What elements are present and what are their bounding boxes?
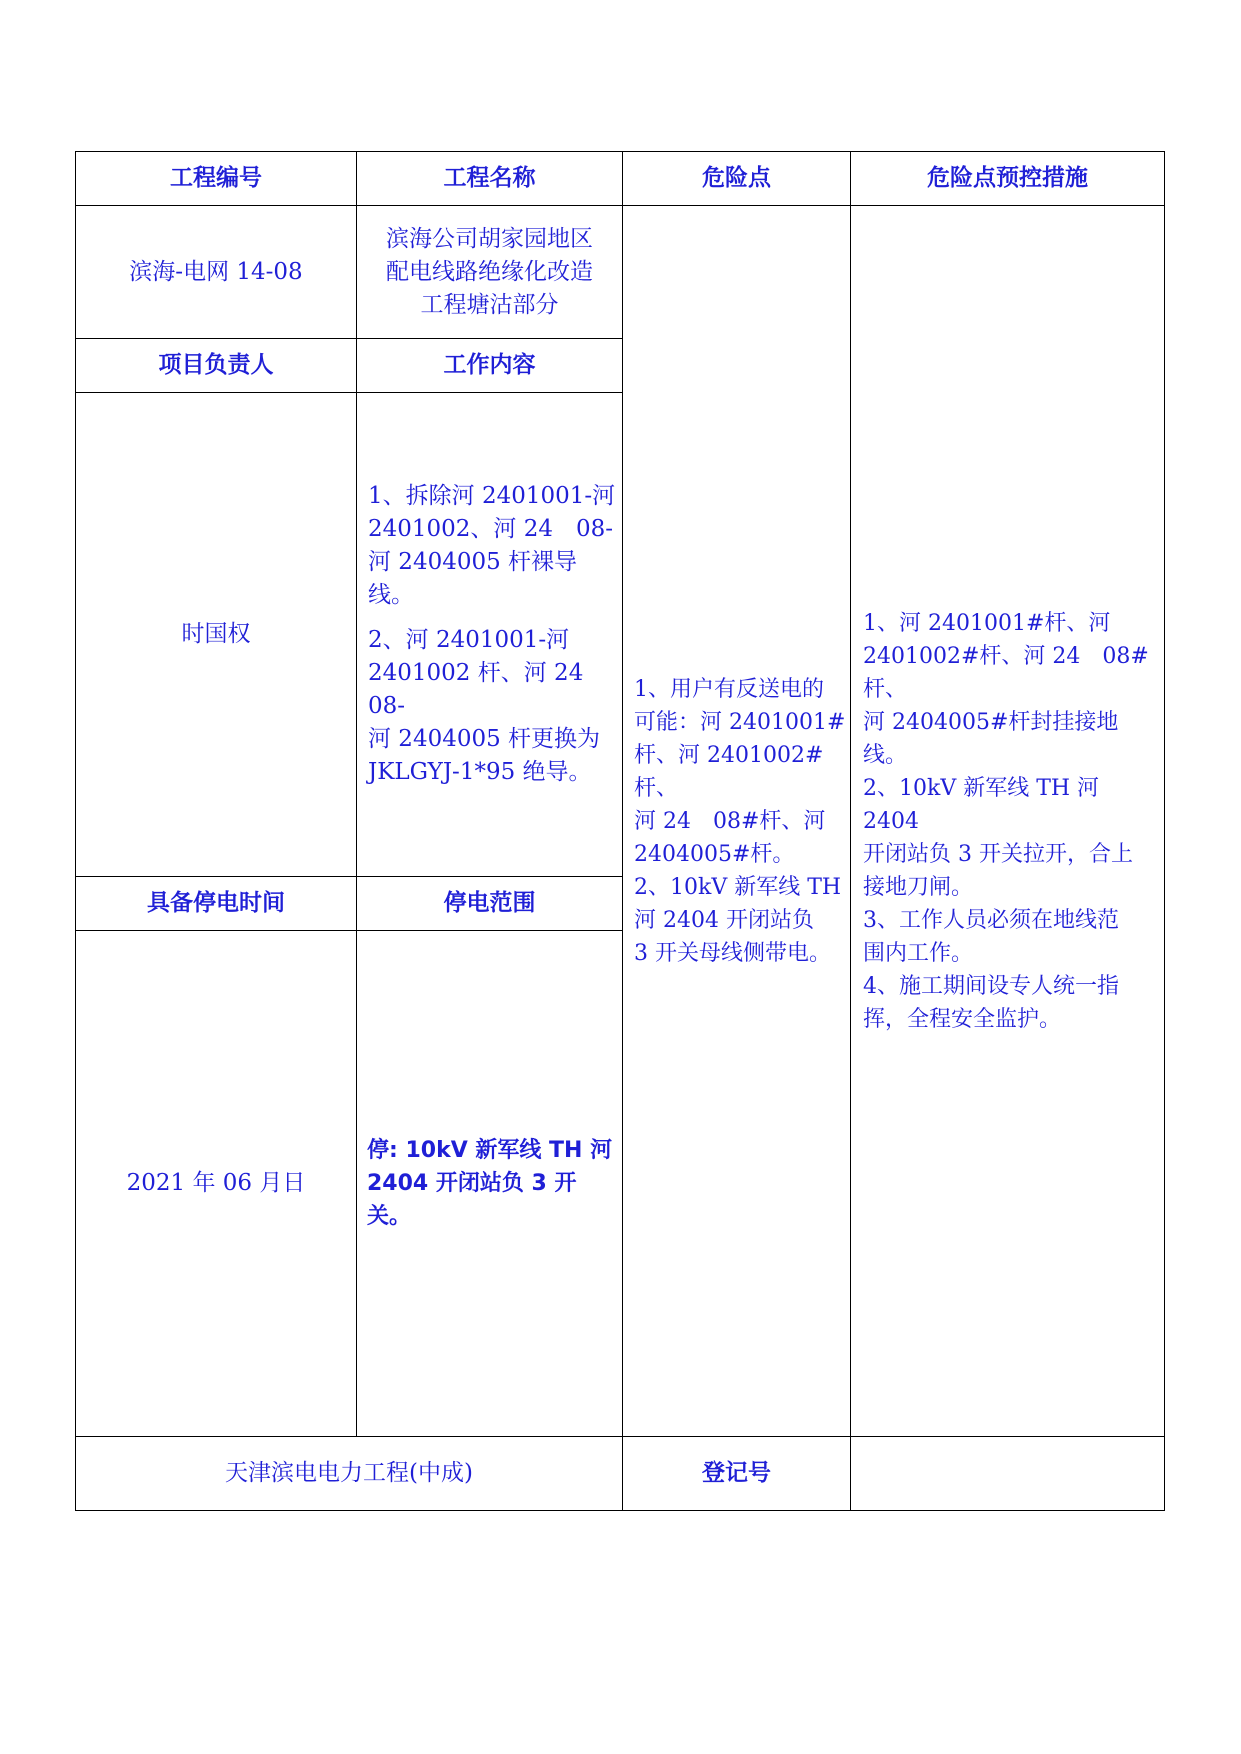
project-no-value: 滨海-电网 14-08 bbox=[129, 258, 303, 285]
outage-time-value: 2021 年 06 月日 bbox=[126, 1170, 306, 1196]
measure-line: 围内工作。 bbox=[863, 940, 974, 966]
header-leader: 项目负责人 bbox=[158, 352, 274, 378]
header-project-name: 工程名称 bbox=[443, 165, 536, 191]
header-measures: 危险点预控措施 bbox=[927, 165, 1088, 191]
measure-line: 4、施工期间设专人统一指 bbox=[863, 973, 1119, 999]
outage-scope-line: 停: 10kV 新军线 TH 河 bbox=[367, 1138, 613, 1163]
header-project-no: 工程编号 bbox=[170, 165, 262, 191]
hazard-line: 3 开关母线侧带电。 bbox=[634, 940, 831, 966]
header-work-content: 工作内容 bbox=[443, 352, 536, 378]
outage-scope-line: 2404 开闭站负 3 开关。 bbox=[367, 1171, 577, 1229]
hazard-line: 可能：河 2401001# bbox=[634, 709, 846, 735]
work-content-line: 1、拆除河 2401001-河 bbox=[368, 483, 616, 509]
hazard-line: 2、10kV 新军线 TH bbox=[634, 874, 842, 900]
hazard-line: 河 2404 开闭站负 bbox=[634, 907, 814, 933]
border-bottom bbox=[75, 1510, 1164, 1511]
measure-line: 2401002#杆、河 24 08#杆、 bbox=[863, 643, 1149, 702]
header-outage-time: 具备停电时间 bbox=[147, 890, 285, 916]
project-name-value bbox=[357, 206, 622, 338]
work-content-line: JKLGYJ-1*95 绝导。 bbox=[368, 759, 592, 785]
hazard-value bbox=[623, 206, 850, 1436]
hazard-line: 1、用户有反送电的 bbox=[634, 676, 824, 702]
header-hazard: 危险点 bbox=[702, 165, 771, 191]
measure-line: 2、10kV 新军线 TH 河 2404 bbox=[863, 775, 1100, 834]
leader-value: 时国权 bbox=[181, 621, 251, 647]
work-content-line: 2401002、河 24 08- bbox=[368, 516, 614, 542]
work-content-line: 河 2404005 杆更换为 bbox=[368, 726, 601, 752]
project-name-line: 工程塘沽部分 bbox=[420, 291, 559, 318]
hazard-line: 河 24 08#杆、河 bbox=[634, 808, 826, 834]
header-outage-scope: 停电范围 bbox=[443, 890, 536, 916]
measure-line: 挥，全程安全监护。 bbox=[863, 1006, 1062, 1032]
company-name: 天津滨电电力工程(中成) bbox=[225, 1460, 473, 1486]
work-content-line: 河 2404005 杆裸导线。 bbox=[368, 549, 578, 608]
reg-no-value bbox=[851, 1437, 1164, 1510]
border-right bbox=[1164, 151, 1165, 1511]
outage-scope-value bbox=[357, 931, 622, 1436]
work-content-line: 2401002 杆、河 24 08- bbox=[368, 660, 607, 719]
measure-line: 河 2404005#杆封挂接地线。 bbox=[863, 709, 1119, 768]
header-reg-no: 登记号 bbox=[702, 1460, 771, 1486]
measure-line: 接地刀闸。 bbox=[863, 874, 974, 900]
hazard-line: 杆、河 2401002#杆、 bbox=[634, 742, 824, 801]
work-content-line: 2、河 2401001-河 bbox=[368, 627, 570, 653]
measures-value bbox=[851, 206, 1164, 1436]
work-content-value bbox=[357, 393, 622, 876]
project-name-line: 配电线路绝缘化改造 bbox=[386, 258, 593, 285]
measure-line: 1、河 2401001#杆、河 bbox=[863, 610, 1111, 636]
measure-line: 开闭站负 3 开关拉开，合上 bbox=[863, 841, 1133, 867]
hazard-line: 2404005#杆。 bbox=[634, 841, 795, 867]
measure-line: 3、工作人员必须在地线范 bbox=[863, 907, 1119, 933]
project-name-line: 滨海公司胡家园地区 bbox=[386, 225, 593, 252]
